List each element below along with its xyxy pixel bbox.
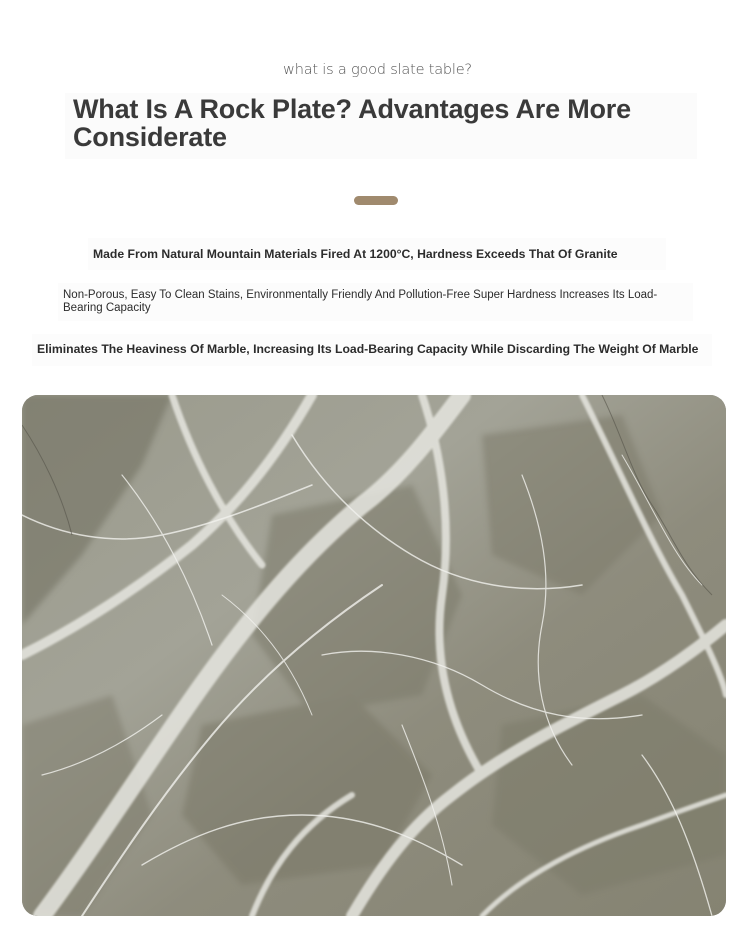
title-box bbox=[65, 93, 697, 159]
page-title: What Is A Rock Plate? Advantages Are More Considerate bbox=[73, 94, 631, 152]
feature-item-1: Made From Natural Mountain Materials Fired At 1200°C, Hardness Exceeds That Of Granite bbox=[88, 238, 666, 270]
accent-divider bbox=[354, 196, 398, 205]
feature-item-2: Non-Porous, Easy To Clean Stains, Environmentally Friendly And Pollution-Free Super Hardness Increases Its Load-Bearing Capacity bbox=[58, 283, 693, 321]
feature-item-3: Eliminates The Heaviness Of Marble, Increasing Its Load-Bearing Capacity While Discarding The Weight Of Marble bbox=[32, 334, 712, 366]
section-subtitle: what is a good slate table? bbox=[283, 62, 472, 78]
marble-texture-image bbox=[22, 395, 726, 916]
